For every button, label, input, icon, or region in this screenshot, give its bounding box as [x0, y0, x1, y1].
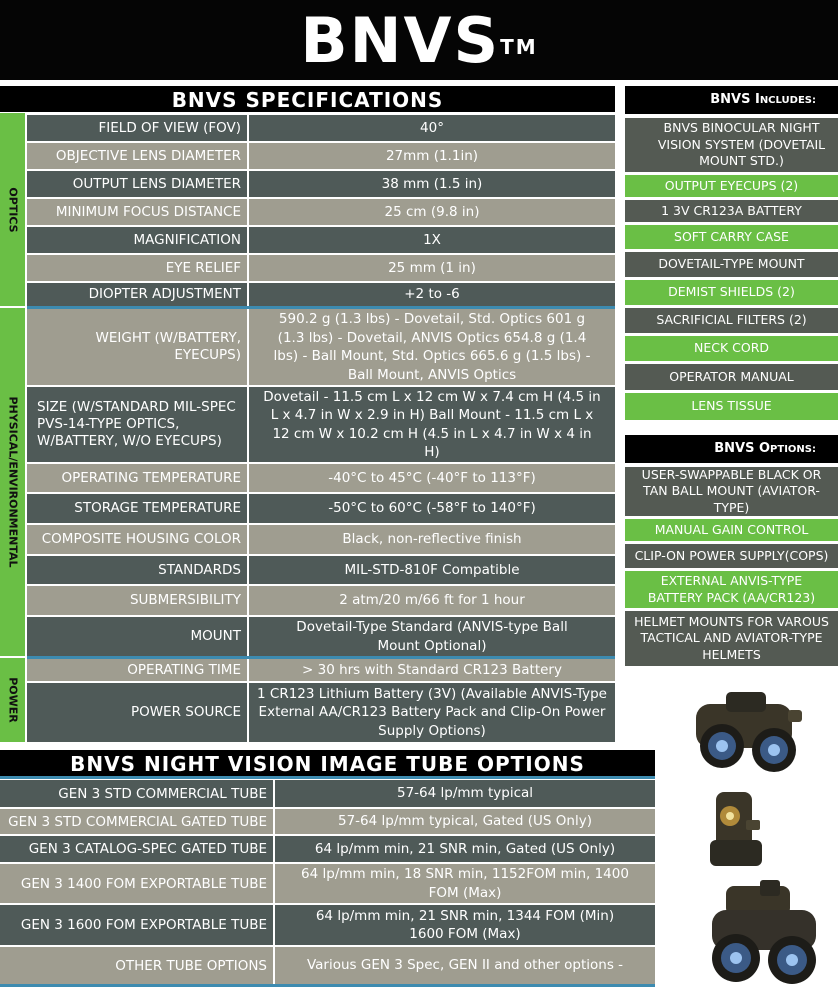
includes-panel [625, 86, 838, 420]
tube-row: GEN 3 CATALOG-SPEC GATED TUBE 64 lp/mm min, 21 SNR min, Gated (US Only) [0, 836, 655, 864]
option-item: MANUAL GAIN CONTROL [625, 519, 838, 544]
brand-title: BNVS™ [300, 4, 538, 77]
header-banner [0, 0, 838, 80]
goggle-image-ball-mount [696, 880, 836, 988]
include-item: DEMIST SHIELDS (2) [625, 280, 838, 308]
tube-row: GEN 3 1400 FOM EXPORTABLE TUBE 64 lp/mm min, 18 SNR min, 1152FOM min, 1400 FOM (Max) [0, 864, 655, 905]
include-item: SACRIFICIAL FILTERS (2) [625, 308, 838, 336]
mount-image [700, 784, 780, 874]
option-item: USER-SWAPPABLE BLACK OR TAN BALL MOUNT (AVIATOR-TYPE) [625, 467, 838, 519]
spec-row: OBJECTIVE LENS DIAMETER 27mm (1.1in) [27, 143, 615, 171]
spec-row: OUTPUT LENS DIAMETER 38 mm (1.5 in) [27, 171, 615, 199]
tube-row: GEN 3 1600 FOM EXPORTABLE TUBE 64 lp/mm min, 21 SNR min, 1344 FOM (Min) 1600 FOM (Max) [0, 905, 655, 947]
spec-row: STANDARDS MIL-STD-810F Compatible [27, 556, 615, 586]
tube-options-title: BNVS NIGHT VISION IMAGE TUBE OPTIONS [0, 750, 655, 776]
spec-row: DIOPTER ADJUSTMENT +2 to -6 [27, 283, 615, 309]
optics-group-label: OPTICS [0, 113, 27, 306]
spec-row: OPERATING TIME > 30 hrs with Standard CR123 Battery [27, 659, 615, 683]
spec-row: POWER SOURCE 1 CR123 Lithium Battery (3V) (Available ANVIS-Type External AA/CR123 Battery Pack and Clip-On Power Supply Options) [27, 683, 615, 742]
include-item: SOFT CARRY CASE [625, 225, 838, 252]
spec-row: MAGNIFICATION 1X [27, 227, 615, 255]
includes-title: BNVS INCLUDES: [625, 86, 838, 114]
spec-row: STORAGE TEMPERATURE -50°C to 60°C (-58°F to 140°F) [27, 494, 615, 525]
include-item: OUTPUT EYECUPS (2) [625, 175, 838, 200]
divider [0, 776, 655, 779]
physical-group-label: PHYSICAL/ENVIRONMENTAL [0, 308, 27, 656]
power-group-label: POWER [0, 658, 27, 742]
spec-row: SUBMERSIBILITY 2 atm/20 m/66 ft for 1 hour [27, 586, 615, 617]
goggle-image-front [668, 686, 828, 786]
include-item: NECK CORD [625, 336, 838, 364]
spec-row: WEIGHT (W/BATTERY, EYECUPS) 590.2 g (1.3 lbs) - Dovetail, Std. Optics 601 g (1.3 lbs) - Dovetail, ANVIS Optics 654.8 g (1.4 lbs) - Ball Mount, Std. Optics 665.6 g (1.5 lbs) - Ball Mount, ANVIS Optics [27, 309, 615, 387]
include-item: BNVS BINOCULAR NIGHT VISION SYSTEM (DOVETAIL MOUNT STD.) [625, 118, 838, 175]
spec-row: EYE RELIEF 25 mm (1 in) [27, 255, 615, 283]
tube-row: OTHER TUBE OPTIONS Various GEN 3 Spec, GEN II and other options - [0, 947, 655, 987]
spec-row: SIZE (W/STANDARD MIL-SPEC PVS-14-TYPE OPTICS, W/BATTERY, W/O EYECUPS) Dovetail - 11.5 cm L x 12 cm W x 7.4 cm H (4.5 in L x 4.7 in W x 2.9 in H) Ball Mount - 11.5 cm L x 12 cm W x 10.2 cm H (4.5 in L x 4.7 in W x 4 in H) [27, 387, 615, 464]
option-item: EXTERNAL ANVIS-TYPE BATTERY PACK (AA/CR123) [625, 571, 838, 611]
spec-row: OPERATING TEMPERATURE -40°C to 45°C (-40°F to 113°F) [27, 464, 615, 494]
include-item: LENS TISSUE [625, 393, 838, 420]
options-title: BNVS OPTIONS: [625, 435, 838, 463]
include-item: DOVETAIL-TYPE MOUNT [625, 252, 838, 280]
spec-row: MINIMUM FOCUS DISTANCE 25 cm (9.8 in) [27, 199, 615, 227]
spec-row: FIELD OF VIEW (FOV) 40° [27, 115, 615, 143]
include-item: 1 3V CR123A BATTERY [625, 200, 838, 225]
tube-row: GEN 3 STD COMMERCIAL GATED TUBE 57-64 lp/mm typical, Gated (US Only) [0, 809, 655, 836]
options-panel [625, 435, 838, 666]
specifications-title: BNVS SPECIFICATIONS [0, 86, 615, 112]
option-item: CLIP-ON POWER SUPPLY(COPS) [625, 544, 838, 571]
option-item: HELMET MOUNTS FOR VAROUS TACTICAL AND AVIATOR-TYPE HELMETS [625, 611, 838, 666]
spec-row: MOUNT Dovetail-Type Standard (ANVIS-type Ball Mount Optional) [27, 617, 615, 659]
spec-row: COMPOSITE HOUSING COLOR Black, non-reflective finish [27, 525, 615, 556]
include-item: OPERATOR MANUAL [625, 364, 838, 393]
trademark: TM [500, 35, 538, 59]
tube-row: GEN 3 STD COMMERCIAL TUBE 57-64 lp/mm typical [0, 780, 655, 809]
